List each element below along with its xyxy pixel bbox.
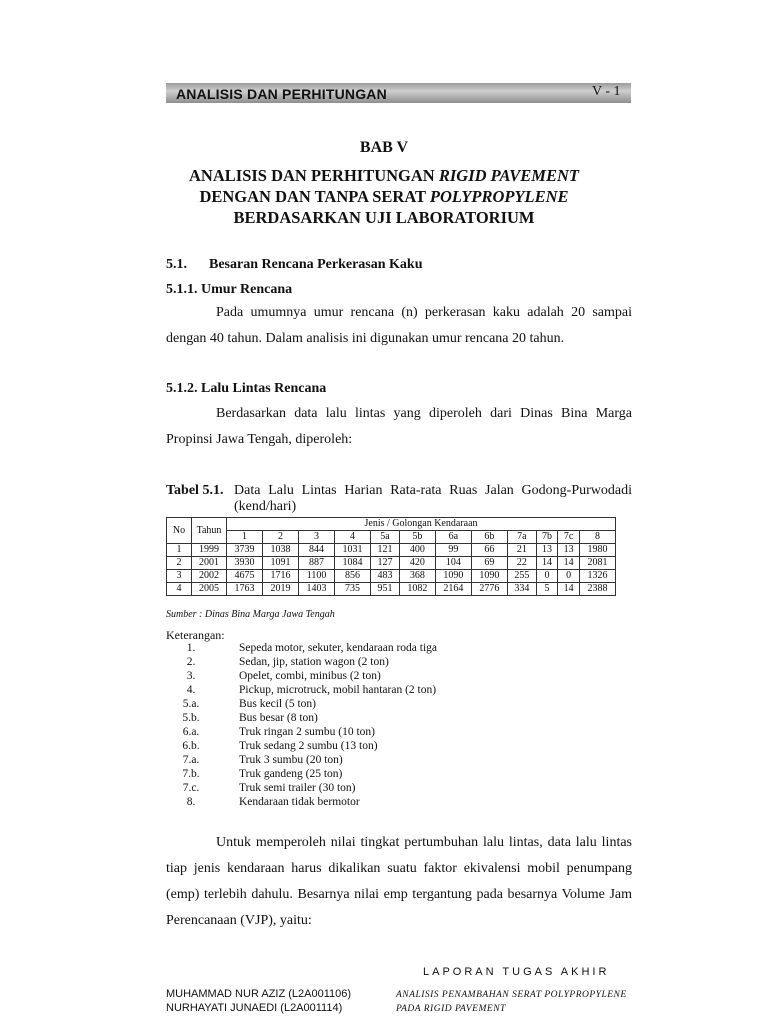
table-cell: 887 xyxy=(299,557,335,570)
table-cell: 1980 xyxy=(579,544,615,557)
keterangan-item xyxy=(171,669,571,683)
table-cell: 3 xyxy=(167,570,192,583)
col-header-tahun: Tahun xyxy=(192,518,227,544)
table-cell: 1 xyxy=(167,544,192,557)
keterangan-description: Bus kecil (5 ton) xyxy=(239,698,316,710)
footer-author-1: MUHAMMAD NUR AZIZ (L2A001106) xyxy=(166,988,352,1000)
table-cell: 2001 xyxy=(192,557,227,570)
section-5-1-title: Besaran Rencana Perkerasan Kaku xyxy=(209,257,423,272)
keterangan-number: 3. xyxy=(186,670,196,682)
keterangan-number: 6.b. xyxy=(182,740,200,752)
col-header: 1 xyxy=(227,531,263,544)
table-cell: 2 xyxy=(167,557,192,570)
section-5-1-2-paragraph: Berdasarkan data lalu lintas yang diperoleh dari Dinas Bina Marga Propinsi Jawa Tengah, diperoleh: xyxy=(166,406,632,447)
table-cell: 1763 xyxy=(227,583,263,596)
table-cell: 3739 xyxy=(227,544,263,557)
keterangan-description: Pickup, microtruck, mobil hantaran (2 ton) xyxy=(239,684,437,696)
col-header: 8 xyxy=(579,531,615,544)
footer-title-1: ANALISIS PENAMBAHAN SERAT POLYPROPYLENE xyxy=(396,990,627,1000)
section-5-1-1-heading: 5.1.1. Umur Rencana xyxy=(166,282,293,297)
table-cell: 1091 xyxy=(263,557,299,570)
keterangan-item xyxy=(171,725,571,739)
table-cell: 856 xyxy=(335,570,371,583)
keterangan-title: Keterangan: xyxy=(166,628,225,642)
col-header: 3 xyxy=(299,531,335,544)
table-cell: 1716 xyxy=(263,570,299,583)
table-cell: 2776 xyxy=(471,583,507,596)
table-cell: 1090 xyxy=(471,570,507,583)
table-cell: 99 xyxy=(435,544,471,557)
table-cell: 69 xyxy=(471,557,507,570)
keterangan-description: Kendaraan tidak bermotor xyxy=(239,796,360,808)
table-cell: 368 xyxy=(399,570,435,583)
table-cell: 1090 xyxy=(435,570,471,583)
col-header: 7a xyxy=(507,531,536,544)
table-row xyxy=(167,557,616,570)
section-5-1-2-heading: 5.1.2. Lalu Lintas Rencana xyxy=(166,381,327,396)
col-header: 5b xyxy=(399,531,435,544)
chapter-title-line3: BERDASARKAN UJI LABORATORIUM xyxy=(233,208,535,227)
col-header: 5a xyxy=(371,531,400,544)
keterangan-number: 4. xyxy=(186,684,196,696)
keterangan-description: Bus besar (8 ton) xyxy=(239,712,318,724)
section-5-1-number: 5.1. xyxy=(166,257,187,272)
table-source: Sumber : Dinas Bina Marga Jawa Tengah xyxy=(166,609,335,620)
table-cell: 66 xyxy=(471,544,507,557)
footer-title-2: PADA RIGID PAVEMENT xyxy=(396,1004,506,1014)
traffic-data-table xyxy=(166,517,616,596)
col-header: 7b xyxy=(536,531,558,544)
table-cell: 104 xyxy=(435,557,471,570)
keterangan-description: Truk gandeng (25 ton) xyxy=(239,768,343,780)
keterangan-description: Truk semi trailer (30 ton) xyxy=(239,782,356,794)
col-header: 4 xyxy=(335,531,371,544)
table-cell: 1999 xyxy=(192,544,227,557)
closing-paragraph: Untuk memperoleh nilai tingkat pertumbuhan lalu lintas, data lalu lintas tiap jenis kendaraan harus dikalikan suatu faktor ekivalensi mobil penumpang (emp) terlebih dahulu. Besarnya nilai emp tergantung pada besarnya Volume Jam Perencanaan (VJP), yaitu: xyxy=(166,835,632,928)
keterangan-description: Sepeda motor, sekuter, kendaraan roda tiga xyxy=(239,642,438,654)
table-cell: 735 xyxy=(335,583,371,596)
table-cell: 14 xyxy=(536,557,558,570)
keterangan-item xyxy=(171,655,571,669)
keterangan-number: 7.b. xyxy=(182,768,200,780)
keterangan-number: 7.c. xyxy=(182,782,200,794)
table-cell: 121 xyxy=(371,544,400,557)
keterangan-item xyxy=(171,683,571,697)
keterangan-description: Opelet, combi, minibus (2 ton) xyxy=(239,670,381,682)
keterangan-description: Truk sedang 2 sumbu (13 ton) xyxy=(239,740,378,752)
table-cell: 4675 xyxy=(227,570,263,583)
keterangan-item xyxy=(171,711,571,725)
table-cell: 3930 xyxy=(227,557,263,570)
keterangan-item xyxy=(171,697,571,711)
table-cell: 1403 xyxy=(299,583,335,596)
table-cell: 1082 xyxy=(399,583,435,596)
keterangan-item xyxy=(171,739,571,753)
keterangan-number: 2. xyxy=(186,656,196,668)
keterangan-item xyxy=(171,641,571,655)
table-cell: 483 xyxy=(371,570,400,583)
table-cell: 0 xyxy=(558,570,580,583)
table-cell: 2388 xyxy=(579,583,615,596)
col-header: 7c xyxy=(558,531,580,544)
keterangan-item xyxy=(171,781,571,795)
table-cell: 22 xyxy=(507,557,536,570)
keterangan-list xyxy=(171,641,571,809)
col-header: 2 xyxy=(263,531,299,544)
table-cell: 1038 xyxy=(263,544,299,557)
table-cell: 14 xyxy=(558,583,580,596)
table-cell: 420 xyxy=(399,557,435,570)
footer-laporan: LAPORAN TUGAS AKHIR xyxy=(423,966,610,978)
table-cell: 127 xyxy=(371,557,400,570)
table-cell: 13 xyxy=(558,544,580,557)
chapter-title-line2: DENGAN DAN TANPA SERAT POLYPROPYLENE xyxy=(199,187,569,206)
keterangan-number: 6.a. xyxy=(182,726,200,738)
chapter-label: BAB V xyxy=(359,139,409,156)
table-cell: 334 xyxy=(507,583,536,596)
keterangan-description: Truk ringan 2 sumbu (10 ton) xyxy=(239,726,375,738)
chapter-title-line1: ANALISIS DAN PERHITUNGAN RIGID PAVEMENT xyxy=(189,166,579,185)
table-cell: 4 xyxy=(167,583,192,596)
col-header: 6a xyxy=(435,531,471,544)
keterangan-item xyxy=(171,753,571,767)
table-cell: 1100 xyxy=(299,570,335,583)
col-header-no: No xyxy=(167,518,192,544)
table-cell: 21 xyxy=(507,544,536,557)
table-cell: 2019 xyxy=(263,583,299,596)
table-row xyxy=(167,570,616,583)
keterangan-description: Sedan, jip, station wagon (2 ton) xyxy=(239,656,389,668)
page-number: V - 1 xyxy=(592,84,621,99)
table-cell: 400 xyxy=(399,544,435,557)
table-cell: 2002 xyxy=(192,570,227,583)
table-cell: 1084 xyxy=(335,557,371,570)
keterangan-item xyxy=(171,767,571,781)
col-group-header: Jenis / Golongan Kendaraan xyxy=(227,518,616,531)
keterangan-number: 8. xyxy=(186,796,196,808)
table-cell: 951 xyxy=(371,583,400,596)
table-caption-label: Tabel 5.1. xyxy=(166,483,224,498)
table-row xyxy=(167,583,616,596)
table-cell: 0 xyxy=(536,570,558,583)
table-cell: 13 xyxy=(536,544,558,557)
table-cell: 1326 xyxy=(579,570,615,583)
table-cell: 255 xyxy=(507,570,536,583)
footer-author-2: NURHAYATI JUNAEDI (L2A001114) xyxy=(166,1002,343,1014)
table-cell: 2164 xyxy=(435,583,471,596)
section-5-1-1-paragraph: Pada umumnya umur rencana (n) perkerasan kaku adalah 20 sampai dengan 40 tahun. Dalam analisis ini digunakan umur rencana 20 tahun. xyxy=(166,305,632,346)
keterangan-description: Truk 3 sumbu (20 ton) xyxy=(239,754,343,766)
table-caption: Data Lalu Lintas Harian Rata-rata Ruas Jalan Godong-Purwodadi (kend/hari) xyxy=(234,483,632,514)
keterangan-number: 5.b. xyxy=(182,712,200,724)
keterangan-number: 5.a. xyxy=(182,698,200,710)
keterangan-item xyxy=(171,795,571,809)
keterangan-number: 7.a. xyxy=(182,754,200,766)
table-cell: 2005 xyxy=(192,583,227,596)
table-cell: 14 xyxy=(558,557,580,570)
table-row xyxy=(167,544,616,557)
table-cell: 5 xyxy=(536,583,558,596)
table-cell: 2081 xyxy=(579,557,615,570)
col-header: 6b xyxy=(471,531,507,544)
table-cell: 1031 xyxy=(335,544,371,557)
keterangan-number: 1. xyxy=(186,642,196,654)
header-title: ANALISIS DAN PERHITUNGAN xyxy=(176,86,387,102)
table-cell: 844 xyxy=(299,544,335,557)
